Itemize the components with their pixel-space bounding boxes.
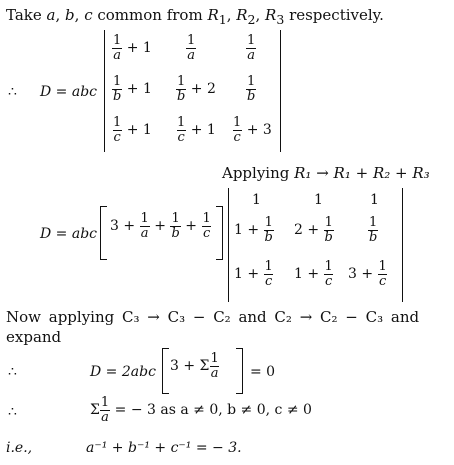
det2-left-bar xyxy=(228,188,229,302)
ie-label: i.e., xyxy=(6,440,33,456)
r2: R xyxy=(236,6,248,24)
therefore-symbol: ∴ xyxy=(8,404,17,420)
intro-line xyxy=(6,6,384,27)
var-a: a xyxy=(46,6,56,24)
applying-label: Applying xyxy=(222,164,295,182)
eq3-content: a⁻¹ + b⁻¹ + c⁻¹ = − 3. xyxy=(86,440,242,456)
right-square-bracket xyxy=(236,348,243,394)
r2-sub: 2 xyxy=(247,12,256,27)
det1-cell: $\frac{1}{b}$ + 2 xyxy=(177,74,216,104)
left-square-bracket xyxy=(100,206,107,260)
now-applying-line: Now applying C₃ → C₃ − C₂ and C₂ → C₂ − C₃ and xyxy=(6,308,420,326)
eq1-lhs: D = 2abc xyxy=(90,364,156,380)
comma: , xyxy=(74,6,85,24)
det1-cell: $\frac{1}{b}$ xyxy=(247,74,256,104)
comma: , xyxy=(255,6,266,24)
det1-cell: $\frac{1}{b}$ + 1 xyxy=(113,74,152,104)
therefore-symbol: ∴ xyxy=(8,84,17,100)
right-square-bracket xyxy=(216,206,223,260)
det2-cell: 3 + $\frac{1}{c}$ xyxy=(348,259,387,289)
det1-lhs: D = abc xyxy=(40,84,98,100)
applying-r1-line xyxy=(222,164,430,182)
det1-cell: $\frac{1}{c}$ + 1 xyxy=(113,115,152,145)
eq1-rhs: = 0 xyxy=(250,364,276,380)
det2-cell: 1 + $\frac{1}{c}$ xyxy=(294,259,333,289)
r1-sub: 1 xyxy=(218,12,227,27)
det2-cell: 1 xyxy=(252,192,261,208)
det1-cell: $\frac{1}{c}$ + 1 xyxy=(177,115,216,145)
det1-cell: $\frac{1}{a}$ + 1 xyxy=(113,33,152,63)
therefore-symbol: ∴ xyxy=(8,364,17,380)
eq1-bracket-content: 3 + Σ $\frac{1}{a}$ xyxy=(170,351,219,381)
det1-left-bar xyxy=(104,30,105,152)
det2-cell: 1 xyxy=(314,192,323,208)
det2-right-bar xyxy=(402,188,403,302)
det1-cell: $\frac{1}{a}$ xyxy=(187,33,196,63)
r3: R xyxy=(265,6,277,24)
det1-cell: $\frac{1}{c}$ + 3 xyxy=(233,115,272,145)
var-b: b xyxy=(65,6,75,24)
det2-cell: 1 xyxy=(370,192,379,208)
intro-text: respectively. xyxy=(284,6,384,24)
comma: , xyxy=(55,6,66,24)
comma: , xyxy=(226,6,237,24)
var-c: c xyxy=(84,6,93,24)
det1-right-bar xyxy=(280,30,281,152)
row-operation: R₁ → R₁ + R₂ + R₃ xyxy=(294,164,430,182)
intro-text: Take xyxy=(6,6,47,24)
det2-cell: 1 + $\frac{1}{c}$ xyxy=(234,259,273,289)
left-square-bracket xyxy=(162,348,169,394)
det2-cell: $\frac{1}{b}$ xyxy=(369,215,378,245)
det2-lhs: D = abc xyxy=(40,226,98,242)
det2-cell: 2 + $\frac{1}{b}$ xyxy=(294,215,333,245)
intro-text: common from xyxy=(92,6,208,24)
r3-sub: 3 xyxy=(276,12,285,27)
det2-cell: 1 + $\frac{1}{b}$ xyxy=(234,215,273,245)
expand-line: expand xyxy=(6,328,62,346)
r1: R xyxy=(207,6,219,24)
det1-cell: $\frac{1}{a}$ xyxy=(247,33,256,63)
bracket-content: 3 + $\frac{1}{a}$ + $\frac{1}{b}$ + $\frac{1}{c}$ xyxy=(110,211,211,241)
eq2-content: Σ $\frac{1}{a}$ = − 3 as a ≠ 0, b ≠ 0, c ≠ 0 xyxy=(90,395,312,425)
